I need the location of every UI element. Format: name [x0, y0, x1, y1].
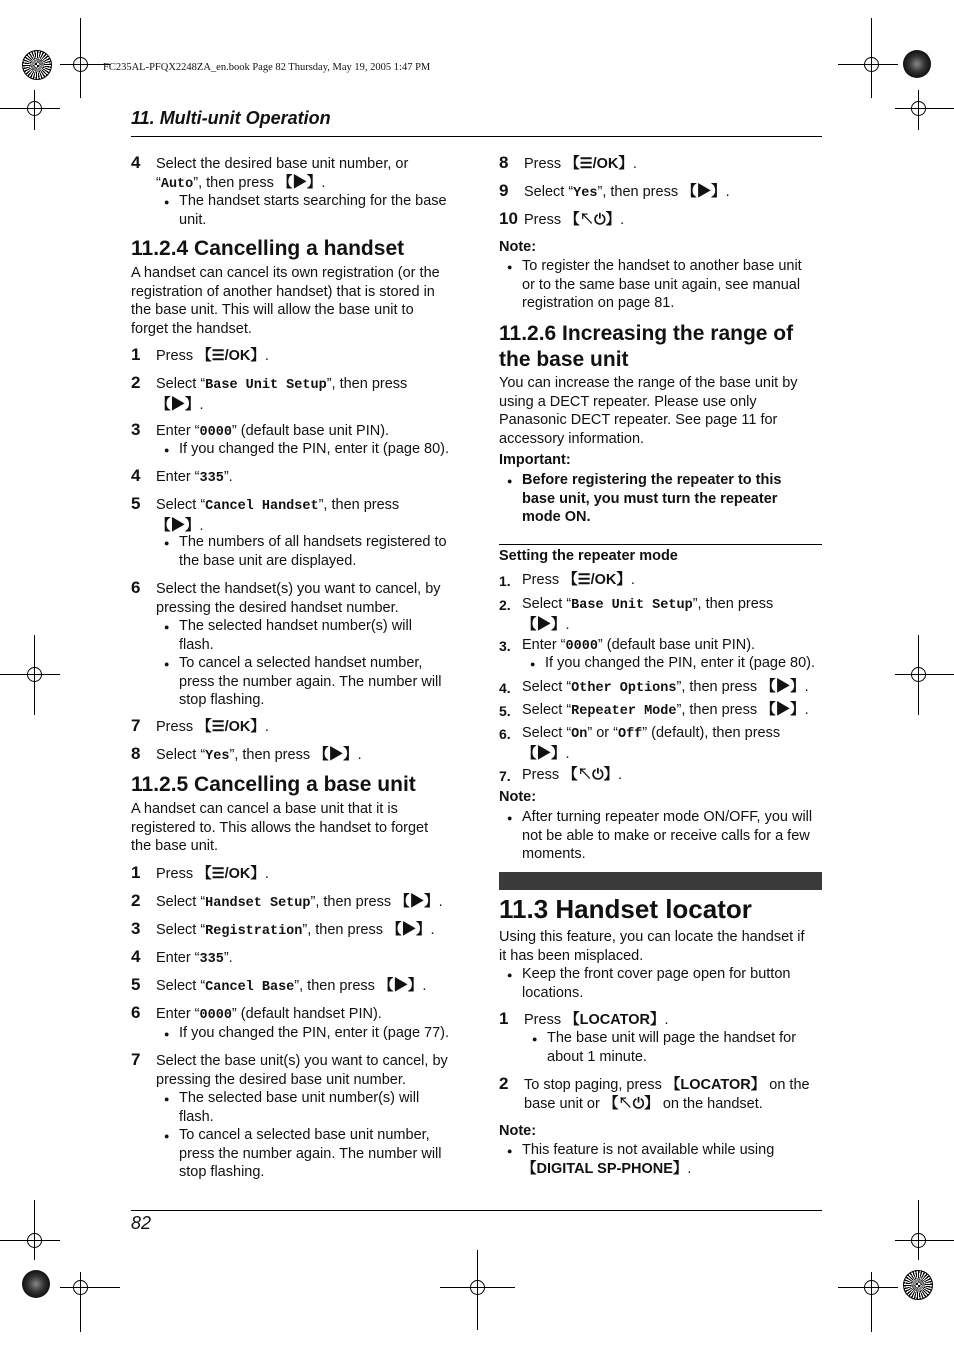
bullet: ● This feature is not available while using 【DIGITAL SP-PHONE】. [522, 1141, 822, 1178]
subsection-title: Setting the repeater mode [499, 548, 678, 564]
bullet: ● The handset starts searching for the base unit. [179, 192, 459, 229]
step-text: Enter “0000” (default handset PIN). [156, 1006, 382, 1023]
step-number: 2 [499, 1074, 509, 1093]
step-text: Enter “335”. [156, 469, 233, 486]
step-number: 6 [131, 578, 141, 597]
section-intro: You can increase the range of the base unit by using a DECT repeater. Please use only Panasonic DECT repeater. See page 11 for accessory information. [499, 375, 798, 447]
step-text: Press 【☰/OK】. [524, 156, 637, 172]
step-number: 7 [131, 716, 141, 735]
section-title: 11.2.6 Increasing the range of the base unit [499, 322, 794, 371]
step-number: 6. [499, 726, 511, 742]
ok-key: 【☰/OK】 [197, 348, 265, 364]
step-text: Select “On” or “Off” (default), then press 【▶】. [522, 725, 781, 762]
important-bullet: ● Before registering the repeater to this base unit, you must turn the repeater mode ON. [522, 471, 822, 527]
step-number: 2 [131, 891, 141, 910]
step-number: 1 [131, 345, 141, 364]
step-number: 5 [131, 975, 141, 994]
step-text: Press 【↖⏻】. [524, 212, 625, 228]
step-text: Select “Other Options”, then press 【▶】. [522, 679, 809, 696]
bullet: ● The base unit will page the handset for about 1 minute. [547, 1029, 822, 1066]
bullet: ● The numbers of all handsets registered to the base unit are displayed. [179, 533, 464, 570]
step-number: 4 [131, 466, 141, 485]
note-label: Note: [499, 239, 537, 255]
step-number: 1 [131, 863, 141, 882]
step-text: Select the base unit(s) you want to cancel, by pressing the desired base unit number. [156, 1053, 448, 1088]
note-label: Note: [499, 1123, 537, 1139]
step-text: Select the desired base unit number, or “Auto”, then press 【▶】. [156, 156, 409, 192]
bullet: ● To cancel a selected base unit number, press the number again. The number will stop flashing. [179, 1126, 464, 1182]
step-text: Press 【LOCATOR】. [524, 1012, 669, 1028]
step-number: 1 [499, 1009, 509, 1028]
bullet: ● Keep the front cover page open for button locations. [522, 965, 822, 1002]
bullet: ● After turning repeater mode ON/OFF, you will not be able to make or receive calls for a few moments. [522, 808, 822, 864]
divider [499, 544, 822, 545]
step-number: 9 [499, 181, 509, 200]
step-number: 6 [131, 1003, 141, 1022]
step-number: 8 [499, 153, 509, 172]
bullet: ● The selected handset number(s) will flash. [179, 617, 464, 654]
step-text: Select “Registration”, then press 【▶】. [156, 922, 435, 939]
important-label: Important: [499, 452, 571, 468]
step-number: 7. [499, 768, 511, 784]
step-number: 8 [131, 744, 141, 763]
off-key: 【↖⏻】 [565, 212, 621, 228]
step-text: Enter “335”. [156, 950, 233, 967]
step-text: Select the handset(s) you want to cancel, by pressing the desired handset number. [156, 581, 441, 616]
bullet: ● The selected base unit number(s) will flash. [179, 1089, 464, 1126]
section-bar [499, 872, 822, 890]
page-number: 82 [131, 1213, 152, 1233]
footer-rule [131, 1210, 822, 1211]
step-text: Select “Handset Setup”, then press 【▶】. [156, 894, 443, 911]
step-text: Press 【☰/OK】. [522, 572, 635, 588]
step-text: Select “Cancel Base”, then press 【▶】. [156, 978, 427, 995]
step-text: Select “Repeater Mode”, then press 【▶】. [522, 702, 809, 719]
step-text: Select “Base Unit Setup”, then press 【▶】. [156, 376, 408, 413]
section-title: 11.2.4 Cancelling a handset [131, 237, 405, 260]
step-number: 7 [131, 1050, 141, 1069]
step-number: 3 [131, 919, 141, 938]
step-text: Select “Yes”, then press 【▶】. [524, 184, 730, 201]
section-title: 11.2.5 Cancelling a base unit [131, 773, 416, 796]
section-intro: A handset can cancel its own registration (or the registration of another handset) that is stored in the base unit. This will allow the base unit to forget the handset. [131, 265, 440, 337]
section-title: 11.3 Handset locator [499, 894, 752, 924]
bullet: ● If you changed the PIN, enter it (page 77). [179, 1024, 449, 1043]
step-number: 5. [499, 703, 511, 719]
step-text: Enter “0000” (default base unit PIN). [156, 423, 390, 440]
step-text: Select “Base Unit Setup”, then press 【▶】. [522, 596, 774, 633]
step-text: Enter “0000” (default base unit PIN). [522, 637, 756, 654]
bullet: ● If you changed the PIN, enter it (page 80). [179, 440, 449, 459]
bullet: ● To register the handset to another base unit or to the same base unit again, see manual registration on page 81. [522, 257, 822, 313]
step-text: Select “Cancel Handset”, then press 【▶】. [156, 497, 400, 534]
step-number: 10 [499, 209, 518, 228]
step-number: 1. [499, 573, 511, 589]
step-text: Select “Yes”, then press 【▶】. [156, 747, 362, 764]
step-text: To stop paging, press 【LOCATOR】 on the base unit or 【↖⏻】 on the handset. [524, 1077, 810, 1112]
step-number: 4 [131, 947, 141, 966]
step-number: 2 [131, 373, 141, 392]
section-intro: Using this feature, you can locate the handset if it has been misplaced. [499, 929, 805, 964]
step-text: Press 【☰/OK】. [156, 348, 269, 364]
section-intro: A handset can cancel a base unit that it is registered to. This allows the handset to forget the base unit. [131, 801, 429, 854]
step-text: Press 【☰/OK】. [156, 866, 269, 882]
header-rule [131, 136, 822, 137]
bullet: ● To cancel a selected handset number, press the number again. The number will stop flashing. [179, 654, 464, 710]
step-number: 4. [499, 680, 511, 696]
step-number: 3. [499, 638, 511, 654]
step-number: 2. [499, 597, 511, 613]
step-text: Press 【↖⏻】. [522, 767, 623, 783]
print-header: FC235AL-PFQX2248ZA_en.book Page 82 Thursday, May 19, 2005 1:47 PM [103, 62, 431, 73]
bullet: ● If you changed the PIN, enter it (page 80). [545, 654, 815, 673]
step-number: 4 [131, 153, 141, 172]
step-number: 3 [131, 420, 141, 439]
locator-key: 【LOCATOR】 [565, 1012, 665, 1028]
note-label: Note: [499, 789, 537, 805]
chapter-title: 11. Multi-unit Operation [131, 108, 331, 128]
step-number: 5 [131, 494, 141, 513]
step-text: Press 【☰/OK】. [156, 719, 269, 735]
